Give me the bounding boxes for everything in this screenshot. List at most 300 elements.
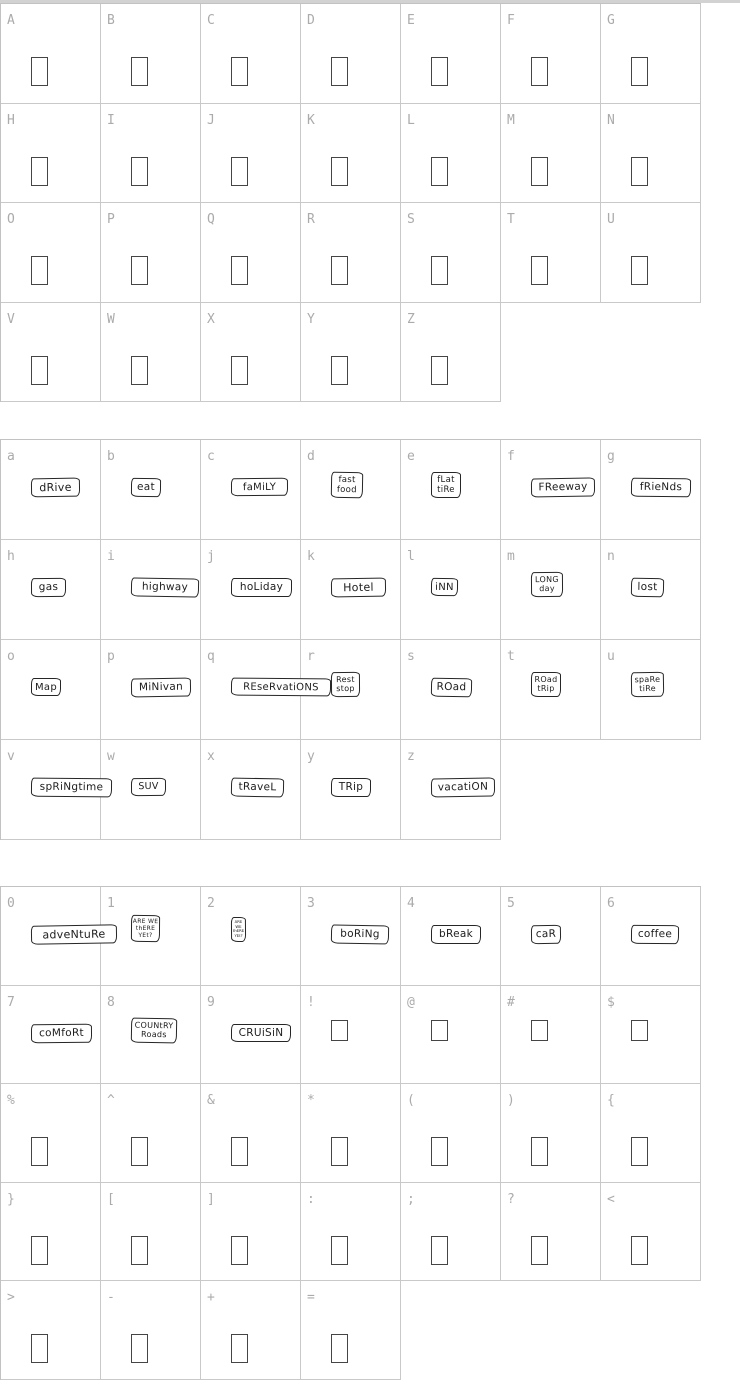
cell-char-label: G [607,13,615,28]
charmap-cell [601,4,701,104]
word-glyph-line: TRip [338,781,364,793]
cell-char-label: } [7,1191,15,1207]
charmap-cell [101,104,201,204]
charmap-cell [301,887,401,986]
cell-char-label: ( [407,1093,415,1109]
cell-char-label: : [307,1191,315,1207]
cell-char-label: - [107,1290,115,1306]
word-glyph [431,578,458,596]
cell-char-label: c [207,449,215,464]
missing-glyph-box [131,256,148,285]
cell-char-label: y [307,749,315,764]
charmap-cell [501,1084,601,1183]
charmap-cell [101,4,201,104]
word-glyph-line: thERE [135,924,156,933]
cell-char-label: > [7,1290,15,1306]
charmap-cell [501,4,601,104]
glyph-row [0,540,701,640]
charmap-cell [101,640,201,740]
missing-glyph-box [331,157,348,186]
word-glyph [31,578,66,597]
charmap-cell [301,4,401,104]
cell-char-label: J [207,112,215,128]
word-glyph-line: fast [338,474,356,486]
word-glyph [131,478,161,497]
missing-glyph-box [531,1236,548,1265]
word-glyph [631,672,664,697]
cell-char-label: V [7,311,15,327]
missing-glyph-box [231,57,248,86]
charmap-cell [501,203,601,303]
word-glyph-line: faMiLY [242,481,277,494]
glyph-row [0,104,701,204]
missing-glyph-box [331,1137,348,1166]
charmap-cell [1,104,101,204]
charmap-cell [601,1084,701,1183]
cell-char-label: 8 [107,994,115,1010]
cell-char-label: 0 [7,896,15,911]
word-glyph [31,478,80,498]
word-glyph-line: SUV [138,780,159,793]
missing-glyph-box [531,57,548,86]
word-glyph-line: food [336,484,358,495]
word-glyph [531,477,595,497]
word-glyph-line: Map [34,682,57,693]
word-glyph-line: coffee [637,927,673,941]
charmap-cell [201,1183,301,1282]
charmap-cell [201,203,301,303]
glyph-row [0,203,701,303]
missing-glyph-box [131,157,148,186]
word-glyph-line: MiNivan [138,680,184,694]
word-glyph [31,1023,92,1042]
cell-char-label: j [207,549,215,564]
cell-char-label: ) [507,1093,515,1109]
cell-char-label: N [607,112,615,128]
cell-char-label: i [107,549,115,564]
word-glyph-line: spaRe [634,674,661,685]
glyph-row [0,303,501,403]
charmap-cell [1,540,101,640]
charmap-cell [201,440,301,540]
word-glyph-line: Roads [140,1029,167,1039]
cell-char-label: T [507,212,515,227]
charmap-cell [401,104,501,204]
charmap-cell [401,203,501,303]
cell-char-label: L [407,112,415,128]
cell-char-label: { [607,1093,615,1109]
cell-char-label: p [107,649,115,664]
charmap-cell [1,1183,101,1282]
word-glyph-line: fRieNds [639,480,683,494]
charmap-cell [301,303,401,403]
cell-char-label: M [507,112,515,128]
charmap-cell [301,1183,401,1282]
word-glyph-line: REseRvatiONS [243,681,319,694]
missing-glyph-box [431,57,448,86]
charmap-cell [501,986,601,1085]
word-glyph [631,478,691,497]
missing-glyph-box [531,1137,548,1166]
word-glyph [531,672,561,697]
word-glyph [31,778,112,797]
cell-char-label: S [407,212,415,227]
glyph-row [0,1281,401,1380]
word-glyph-line: thERE [232,928,245,934]
missing-glyph-box [331,1236,348,1265]
charmap-cell [101,540,201,640]
missing-glyph-box [31,1137,48,1166]
cell-char-label: H [7,112,15,128]
cell-char-label: & [207,1093,215,1109]
charmap-cell [201,540,301,640]
cell-char-label: ? [507,1191,515,1207]
cell-char-label: t [507,649,515,664]
glyph-row [0,740,501,840]
word-glyph [131,915,160,942]
missing-glyph-box [331,256,348,285]
cell-char-label: D [307,13,315,28]
glyph-row [0,640,701,740]
cell-char-label: 3 [307,896,315,911]
word-glyph-line: YEt? [234,933,243,939]
missing-glyph-box [431,356,448,385]
cell-char-label: ; [407,1191,415,1207]
cell-char-label: a [7,449,15,464]
cell-char-label: x [207,749,215,764]
missing-glyph-box [131,1236,148,1265]
word-glyph-line: vacatiON [437,780,489,794]
charmap-cell [301,986,401,1085]
charmap-cell [1,740,104,840]
cell-char-label: R [307,212,315,227]
uppercase-letters-table [0,3,701,402]
charmap-cell [601,887,701,986]
word-glyph [431,925,481,944]
cell-char-label: * [307,1093,315,1109]
missing-glyph-box [231,157,248,186]
missing-glyph-box [631,256,648,285]
cell-char-label: r [307,649,315,664]
word-glyph [231,578,292,597]
charmap-cell [101,986,201,1085]
charmap-cell [401,1183,501,1282]
cell-char-label: C [207,13,215,28]
word-glyph-line: ARE [234,918,243,925]
cell-char-label: + [207,1290,215,1306]
missing-glyph-box [431,1137,448,1166]
word-glyph-line: coMfoRt [38,1026,84,1039]
word-glyph [431,472,461,498]
charmap-cell [201,303,301,403]
word-glyph-line: bReak [439,928,473,940]
cell-char-label: d [307,449,315,464]
missing-glyph-box [431,256,448,285]
charmap-cell [101,1281,201,1380]
glyph-row [0,1183,701,1282]
cell-char-label: u [607,649,615,664]
charmap-cell [401,986,501,1085]
cell-char-label: = [307,1290,315,1306]
word-glyph-line: caR [535,927,557,941]
cell-char-label: w [107,749,115,764]
charmap-cell [301,440,401,540]
word-glyph [31,678,61,696]
cell-char-label: o [7,649,15,664]
cell-char-label: h [7,549,15,564]
glyph-row [0,440,701,540]
word-glyph-line: day [539,583,555,594]
cell-char-label: [ [107,1191,115,1207]
cell-char-label: 4 [407,896,415,911]
cell-char-label: W [107,311,115,327]
cell-char-label: $ [607,994,615,1010]
cell-char-label: O [7,212,15,227]
word-glyph [331,578,386,598]
cell-char-label: g [607,449,615,464]
word-glyph-line: ARE WE [132,917,159,926]
cell-char-label: q [207,649,215,664]
missing-glyph-box [231,356,248,385]
charmap-cell [1,1084,101,1183]
charmap-cell [601,104,701,204]
cell-char-label: s [407,649,415,664]
charmap-cell [1,4,101,104]
missing-glyph-box [131,1137,148,1166]
glyph-row [0,1084,701,1183]
word-glyph-line: FReeway [538,480,588,494]
missing-glyph-box [31,157,48,186]
missing-glyph-box [31,1236,48,1265]
missing-glyph-box [31,1334,48,1363]
charmap-cell [501,540,601,640]
cell-char-label: ] [207,1191,215,1207]
cell-char-label: b [107,449,115,464]
charmap-cell [301,1084,401,1183]
charmap-cell [301,203,401,303]
charmap-cell [401,4,501,104]
cell-char-label: % [7,1093,15,1109]
word-glyph [131,577,199,597]
missing-glyph-box [431,1020,448,1041]
cell-char-label: e [407,449,415,464]
missing-glyph-box [631,1020,648,1041]
cell-char-label: 1 [107,896,115,911]
word-glyph [331,924,389,944]
missing-glyph-box [131,1334,148,1363]
charmap-cell [601,1183,701,1282]
missing-glyph-box [631,1236,648,1265]
glyph-row [0,4,701,104]
charmap-cell [401,440,501,540]
cell-char-label: l [407,549,415,564]
word-glyph [231,1024,291,1043]
word-glyph-line: Rest [336,674,355,685]
missing-glyph-box [31,256,48,285]
glyph-row [0,887,701,986]
cell-char-label: B [107,13,115,28]
cell-char-label: I [107,112,115,128]
word-glyph [231,778,284,798]
missing-glyph-box [231,1236,248,1265]
missing-glyph-box [531,157,548,186]
charmap-cell [201,640,319,740]
word-glyph-line: ROad [534,675,558,684]
cell-char-label: 2 [207,896,215,911]
glyph-row [0,986,701,1085]
word-glyph [131,1017,177,1043]
charmap-cell [401,540,501,640]
word-glyph [631,925,679,944]
word-glyph [31,924,117,945]
charmap-cell [201,104,301,204]
lowercase-words-table [0,439,701,840]
charmap-cell [1,203,101,303]
charmap-cell [401,887,501,986]
word-glyph-line: adveNtuRe [42,927,106,942]
charmap-cell [101,203,201,303]
charmap-cell [601,440,701,540]
charmap-cell [101,440,201,540]
missing-glyph-box [131,57,148,86]
missing-glyph-box [631,157,648,186]
cell-char-label: z [407,749,415,764]
charmap-cell [501,1183,601,1282]
word-glyph-line: CRUiSiN [238,1026,284,1039]
charmap-cell [1,440,101,540]
missing-glyph-box [431,1236,448,1265]
word-glyph [231,478,288,497]
charmap-cell [201,986,301,1085]
charmap-cell [301,740,401,840]
charmap-cell [201,1084,301,1183]
word-glyph-line: eat [136,480,156,494]
charmap-cell [601,640,701,740]
missing-glyph-box [231,1334,248,1363]
cell-char-label: Y [307,311,315,327]
charmap-cell [201,4,301,104]
charmap-cell [501,887,601,986]
missing-glyph-box [431,157,448,186]
charmap-cell [601,203,701,303]
charmap-cell [1,1281,101,1380]
charmap-cell [401,740,501,840]
word-glyph-line: WE [235,923,242,929]
missing-glyph-box [631,1137,648,1166]
word-glyph-line: hoLiday [239,581,284,593]
cell-char-label: F [507,13,515,28]
charmap-cell [301,1281,401,1380]
word-glyph-line: stop [336,683,355,694]
word-glyph-line: spRiNgtime [39,780,104,794]
charmap-cell [101,1084,201,1183]
charmap-cell [401,1084,501,1183]
word-glyph-line: LONG [534,574,559,585]
missing-glyph-box [531,256,548,285]
cell-char-label: E [407,13,415,28]
cell-char-label: 9 [207,994,215,1010]
charmap-cell [501,440,601,540]
charmap-cell [201,887,301,986]
word-glyph [231,917,246,942]
cell-char-label: n [607,549,615,564]
word-glyph-line: YEt? [138,932,153,940]
cell-char-label: Q [207,212,215,227]
charmap-cell [1,986,101,1085]
missing-glyph-box [331,1334,348,1363]
cell-char-label: k [307,549,315,564]
charmap-cell [1,303,101,403]
missing-glyph-box [231,1137,248,1166]
charmap-cell [101,1183,201,1282]
charmap-cell [101,303,201,403]
cell-char-label: K [307,112,315,128]
word-glyph [331,778,371,797]
cell-char-label: 5 [507,896,515,911]
word-glyph [431,678,472,697]
word-glyph [531,925,561,944]
charmap-cell [1,640,101,740]
cell-char-label: P [107,212,115,227]
charmap-cell [201,740,301,840]
missing-glyph-box [331,57,348,86]
word-glyph [331,672,360,697]
word-glyph-line: fLat [437,475,455,485]
cell-char-label: f [507,449,515,464]
charmap-cell [401,303,501,403]
charmap-cell [501,104,601,204]
word-glyph [631,578,664,597]
word-glyph [131,677,191,697]
word-glyph-line: ROad [436,680,467,694]
word-glyph [331,472,363,499]
charmap-cell [101,740,201,840]
missing-glyph-box [231,256,248,285]
cell-char-label: ! [307,994,315,1010]
word-glyph-line: lost [637,580,658,594]
word-glyph [431,777,495,797]
cell-char-label: ^ [107,1093,115,1109]
word-glyph-line: boRiNg [340,927,380,941]
missing-glyph-box [631,57,648,86]
word-glyph-line: gas [38,580,59,594]
charmap-cell [301,104,401,204]
word-glyph-line: highway [141,580,189,594]
word-glyph-line: dRive [39,480,72,495]
word-glyph [231,678,331,697]
cell-char-label: 6 [607,896,615,911]
cell-char-label: @ [407,994,415,1010]
word-glyph [131,778,166,796]
missing-glyph-box [331,1020,348,1041]
cell-char-label: < [607,1191,615,1207]
missing-glyph-box [31,356,48,385]
cell-char-label: # [507,994,515,1010]
word-glyph-line: tRaveL [238,780,277,794]
cell-char-label: X [207,311,215,327]
charmap-cell [1,887,106,986]
charmap-cell [201,1281,301,1380]
word-glyph [531,572,563,597]
missing-glyph-box [131,356,148,385]
charmap-cell [401,640,501,740]
missing-glyph-box [331,356,348,385]
cell-char-label: A [7,13,15,28]
cell-char-label: m [507,549,515,564]
cell-char-label: U [607,212,615,227]
cell-char-label: Z [407,311,415,327]
charmap-cell [601,986,701,1085]
